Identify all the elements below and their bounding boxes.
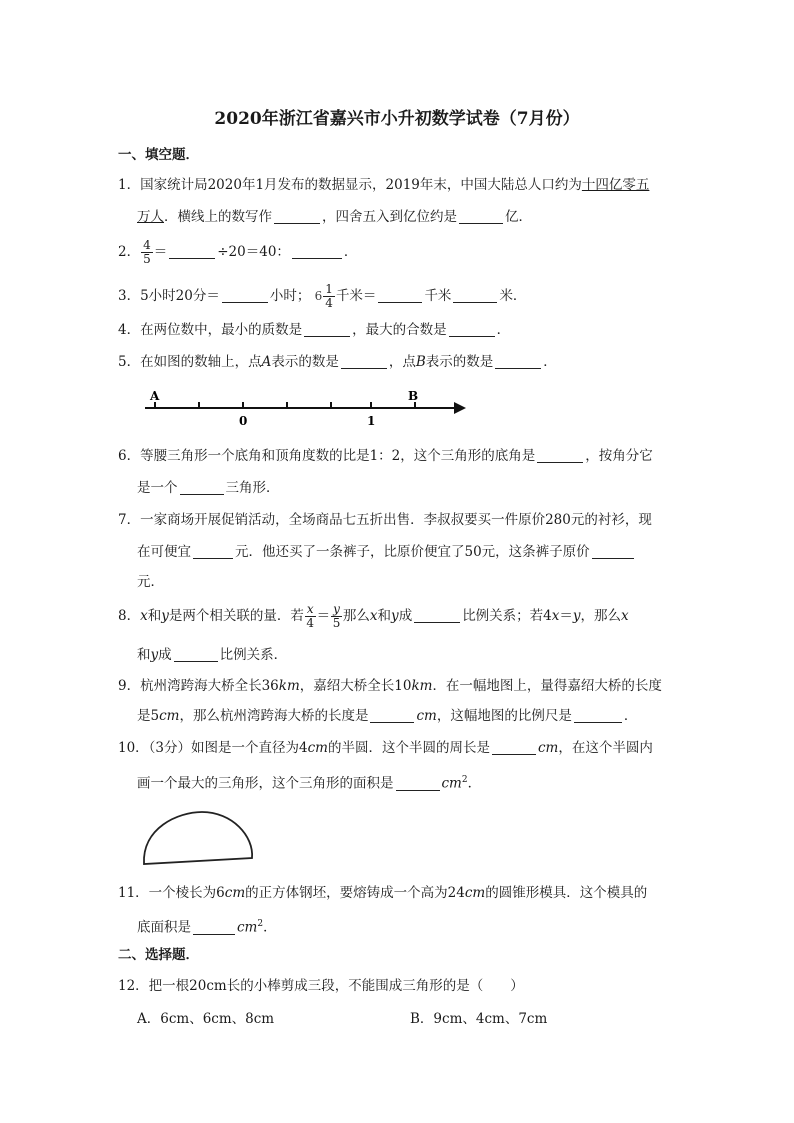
question-7-line-3: 元． [137,574,164,590]
answer-blank[interactable] [492,740,536,755]
answer-blank[interactable] [222,288,268,303]
answer-blank[interactable] [370,708,414,723]
semicircle-figure [138,806,258,868]
answer-blank[interactable] [537,448,583,463]
section-multiple-choice: 二、选择题． [118,947,199,963]
semicircle [144,812,252,864]
question-10-line-1: 10．（3分）如图是一个直径为4cm的半圆．这个半圆的周长是 cm，在这个半圆内 [118,740,653,756]
fraction: $\frac{4}{5}$ [143,238,151,266]
answer-blank[interactable] [341,354,387,369]
answer-blank[interactable] [378,288,422,303]
page-title: 2020年浙江省嘉兴市小升初数学试卷（7月份） [214,109,580,129]
answer-blank[interactable] [414,608,460,623]
section-fill-blank: 一、填空题． [118,147,199,163]
question-8-line-2: 和y成 比例关系． [137,647,288,663]
point-b-label: B [408,389,419,403]
fraction: $\frac{x}{4}$ [306,602,315,630]
answer-blank[interactable] [495,354,541,369]
question-12: 12．把一根20cm长的小棒剪成三段，不能围成三角形的是（ ） [118,978,524,994]
question-7-line-1: 7．一家商场开展促销活动，全场商品七五折出售．李叔叔要买一件原价280元的衬衫，现 [118,512,652,528]
question-1-line-1: 1．国家统计局2020年1月发布的数据显示，2019年末，中国大陆总人口约为十四亿零五 [118,177,650,193]
question-5: 5．在如图的数轴上，点A表示的数是 ，点B表示的数是 ． [118,354,557,370]
answer-blank[interactable] [459,209,503,224]
answer-blank[interactable] [169,244,215,259]
answer-blank[interactable] [453,288,497,303]
question-4: 4．在两位数中，最小的质数是 ，最大的合数是 ． [118,322,511,338]
question-6-line-1: 6．等腰三角形一个底角和顶角度数的比是1：2，这个三角形的底角是 ，按角分它 [118,448,653,464]
number-line-figure [140,388,470,430]
answer-blank[interactable] [180,480,224,495]
question-2: 2． $\frac{4}{5}$ ＝ ÷20＝40： ． [118,238,358,266]
arrow-icon [454,402,466,414]
fraction: $\frac{y}{5}$ [332,602,341,630]
answer-blank[interactable] [396,776,440,791]
question-11-line-1: 11．一个棱长为6cm的正方体钢坯，要熔铸成一个高为24cm的圆锥形模具．这个模具的 [118,885,648,901]
question-9-line-2: 是5cm，那么杭州湾跨海大桥的长度是 cm，这幅地图的比例尺是 ． [137,708,638,724]
answer-blank[interactable] [592,544,634,559]
point-a-label: A [150,389,160,403]
answer-blank[interactable] [304,322,350,337]
question-9-line-1: 9．杭州湾跨海大桥全长36km，嘉绍大桥全长10km．在一幅地图上，量得嘉绍大桥的长度 [118,678,662,694]
option-b[interactable]: B．9cm、4cm、7cm [410,1011,548,1027]
question-3: 3．5小时20分＝ 小时； 6 $\frac{1}{4}$ 千米＝ 千米 米． [118,282,527,310]
answer-blank[interactable] [193,544,233,559]
answer-blank[interactable] [292,244,342,259]
answer-blank[interactable] [174,647,218,662]
answer-blank[interactable] [193,920,235,935]
question-10-line-2: 画一个最大的三角形，这个三角形的面积是 $cm^2$． [137,775,482,792]
answer-blank[interactable] [574,708,622,723]
zero-label: 0 [239,414,248,428]
question-7-line-2: 在可便宜 元．他还买了一条裤子，比原价便宜了50元，这条裤子原价 [137,542,636,562]
option-a[interactable]: A．6cm、6cm、8cm [137,1011,275,1027]
answer-blank[interactable] [274,209,320,224]
question-8-line-1: 8．x和y是两个相关联的量．若 $\frac{x}{4}$ ＝ $\frac{y}{5}$ 那么x和y成 比例关系；若4x＝y，那么x [118,602,629,630]
question-6-line-2: 是一个 三角形． [137,480,280,496]
answer-blank[interactable] [449,322,495,337]
question-11-line-2: 底面积是 $cm^2$． [137,919,277,936]
fraction: $\frac{1}{4}$ [325,282,333,310]
question-1-line-2: 万人．横线上的数写作 ，四舍五入到亿位约是 亿． [137,209,532,225]
one-label: 1 [367,414,376,428]
